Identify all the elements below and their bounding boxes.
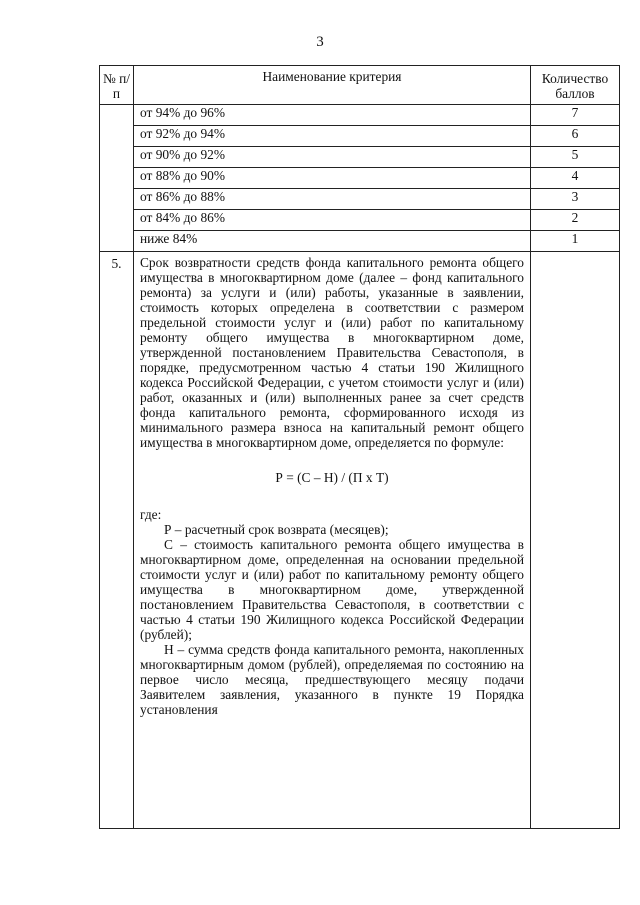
- range-label: от 94% до 96%: [134, 105, 531, 126]
- score-value: 2: [531, 210, 620, 231]
- header-criterion: Наименование критерия: [134, 66, 531, 105]
- score-value: 1: [531, 231, 620, 252]
- number-cell: [100, 231, 134, 252]
- score-value: 6: [531, 126, 620, 147]
- criterion-description: [134, 252, 531, 829]
- range-label: от 92% до 94%: [134, 126, 531, 147]
- range-label: ниже 84%: [134, 231, 531, 252]
- number-cell: [100, 189, 134, 210]
- number-cell: [100, 126, 134, 147]
- table-header-row: [100, 66, 620, 105]
- range-label: от 86% до 88%: [134, 189, 531, 210]
- table-row: [100, 189, 620, 210]
- table-row: [100, 210, 620, 231]
- definition-p: Р – расчетный срок возврата (месяцев);: [164, 522, 389, 537]
- table-row-item-5: [100, 252, 620, 829]
- item-number: 5.: [100, 252, 134, 829]
- criterion-text: Срок возвратности средств фонда капитального ремонта общего имущества в многоквартирном доме (далее – фонд капитального ремонта) за услуги и (или) работы, указанные в заявлении, стоимость которых определена в соответствии с размером предельной стоимости услуг и (или) работ по капитальному ремонту общего имущества в многоквартирном доме, утвержденной постановлением Правительства Севастополя, в порядке, предусмотренном частью 4 статьи 190 Жилищного кодекса Российской Федерации, с учетом стоимости услуг и (или) работ, оказанных и (или) выполненных ранее за счет средств фонда капитального ремонта, сформированного исходя из минимального размера взноса на капитальный ремонт общего имущества в многоквартирном доме, определяется по формуле:: [140, 255, 524, 450]
- score-value: 7: [531, 105, 620, 126]
- table-row: [100, 126, 620, 147]
- score-cell-empty: [531, 252, 620, 829]
- table-row: [100, 105, 620, 126]
- formula: Р = (С – Н) / (П х Т): [275, 470, 389, 485]
- number-cell: [100, 105, 134, 126]
- page-number: 3: [316, 34, 324, 50]
- range-label: от 88% до 90%: [134, 168, 531, 189]
- header-number: № п/п: [100, 66, 134, 105]
- table-row: [100, 168, 620, 189]
- number-cell: [100, 147, 134, 168]
- criteria-table: [99, 65, 620, 829]
- definition-c: С – стоимость капитального ремонта общего имущества в многоквартирном доме, определенная на основании предельной стоимости услуг и (или) работ по капитальному ремонту общего имущества в многоквартирном доме, утвержденной постановлением Правительства Севастополя, в соответствии с частью 4 статьи 190 Жилищного кодекса Российской Федерации (рублей);: [140, 537, 524, 642]
- header-score: Количество баллов: [531, 66, 620, 105]
- number-cell: [100, 168, 134, 189]
- table-row: [100, 147, 620, 168]
- range-label: от 90% до 92%: [134, 147, 531, 168]
- score-value: 5: [531, 147, 620, 168]
- range-label: от 84% до 86%: [134, 210, 531, 231]
- score-value: 4: [531, 168, 620, 189]
- where-label: где:: [140, 507, 162, 522]
- table-row: [100, 231, 620, 252]
- score-value: 3: [531, 189, 620, 210]
- number-cell: [100, 210, 134, 231]
- definition-h: Н – сумма средств фонда капитального ремонта, накопленных многоквартирным домом (рублей), определяемая по состоянию на первое число месяца, предшествующего месяцу подачи Заявителем заявления, указанного в пункте 19 Порядка установления: [140, 642, 524, 717]
